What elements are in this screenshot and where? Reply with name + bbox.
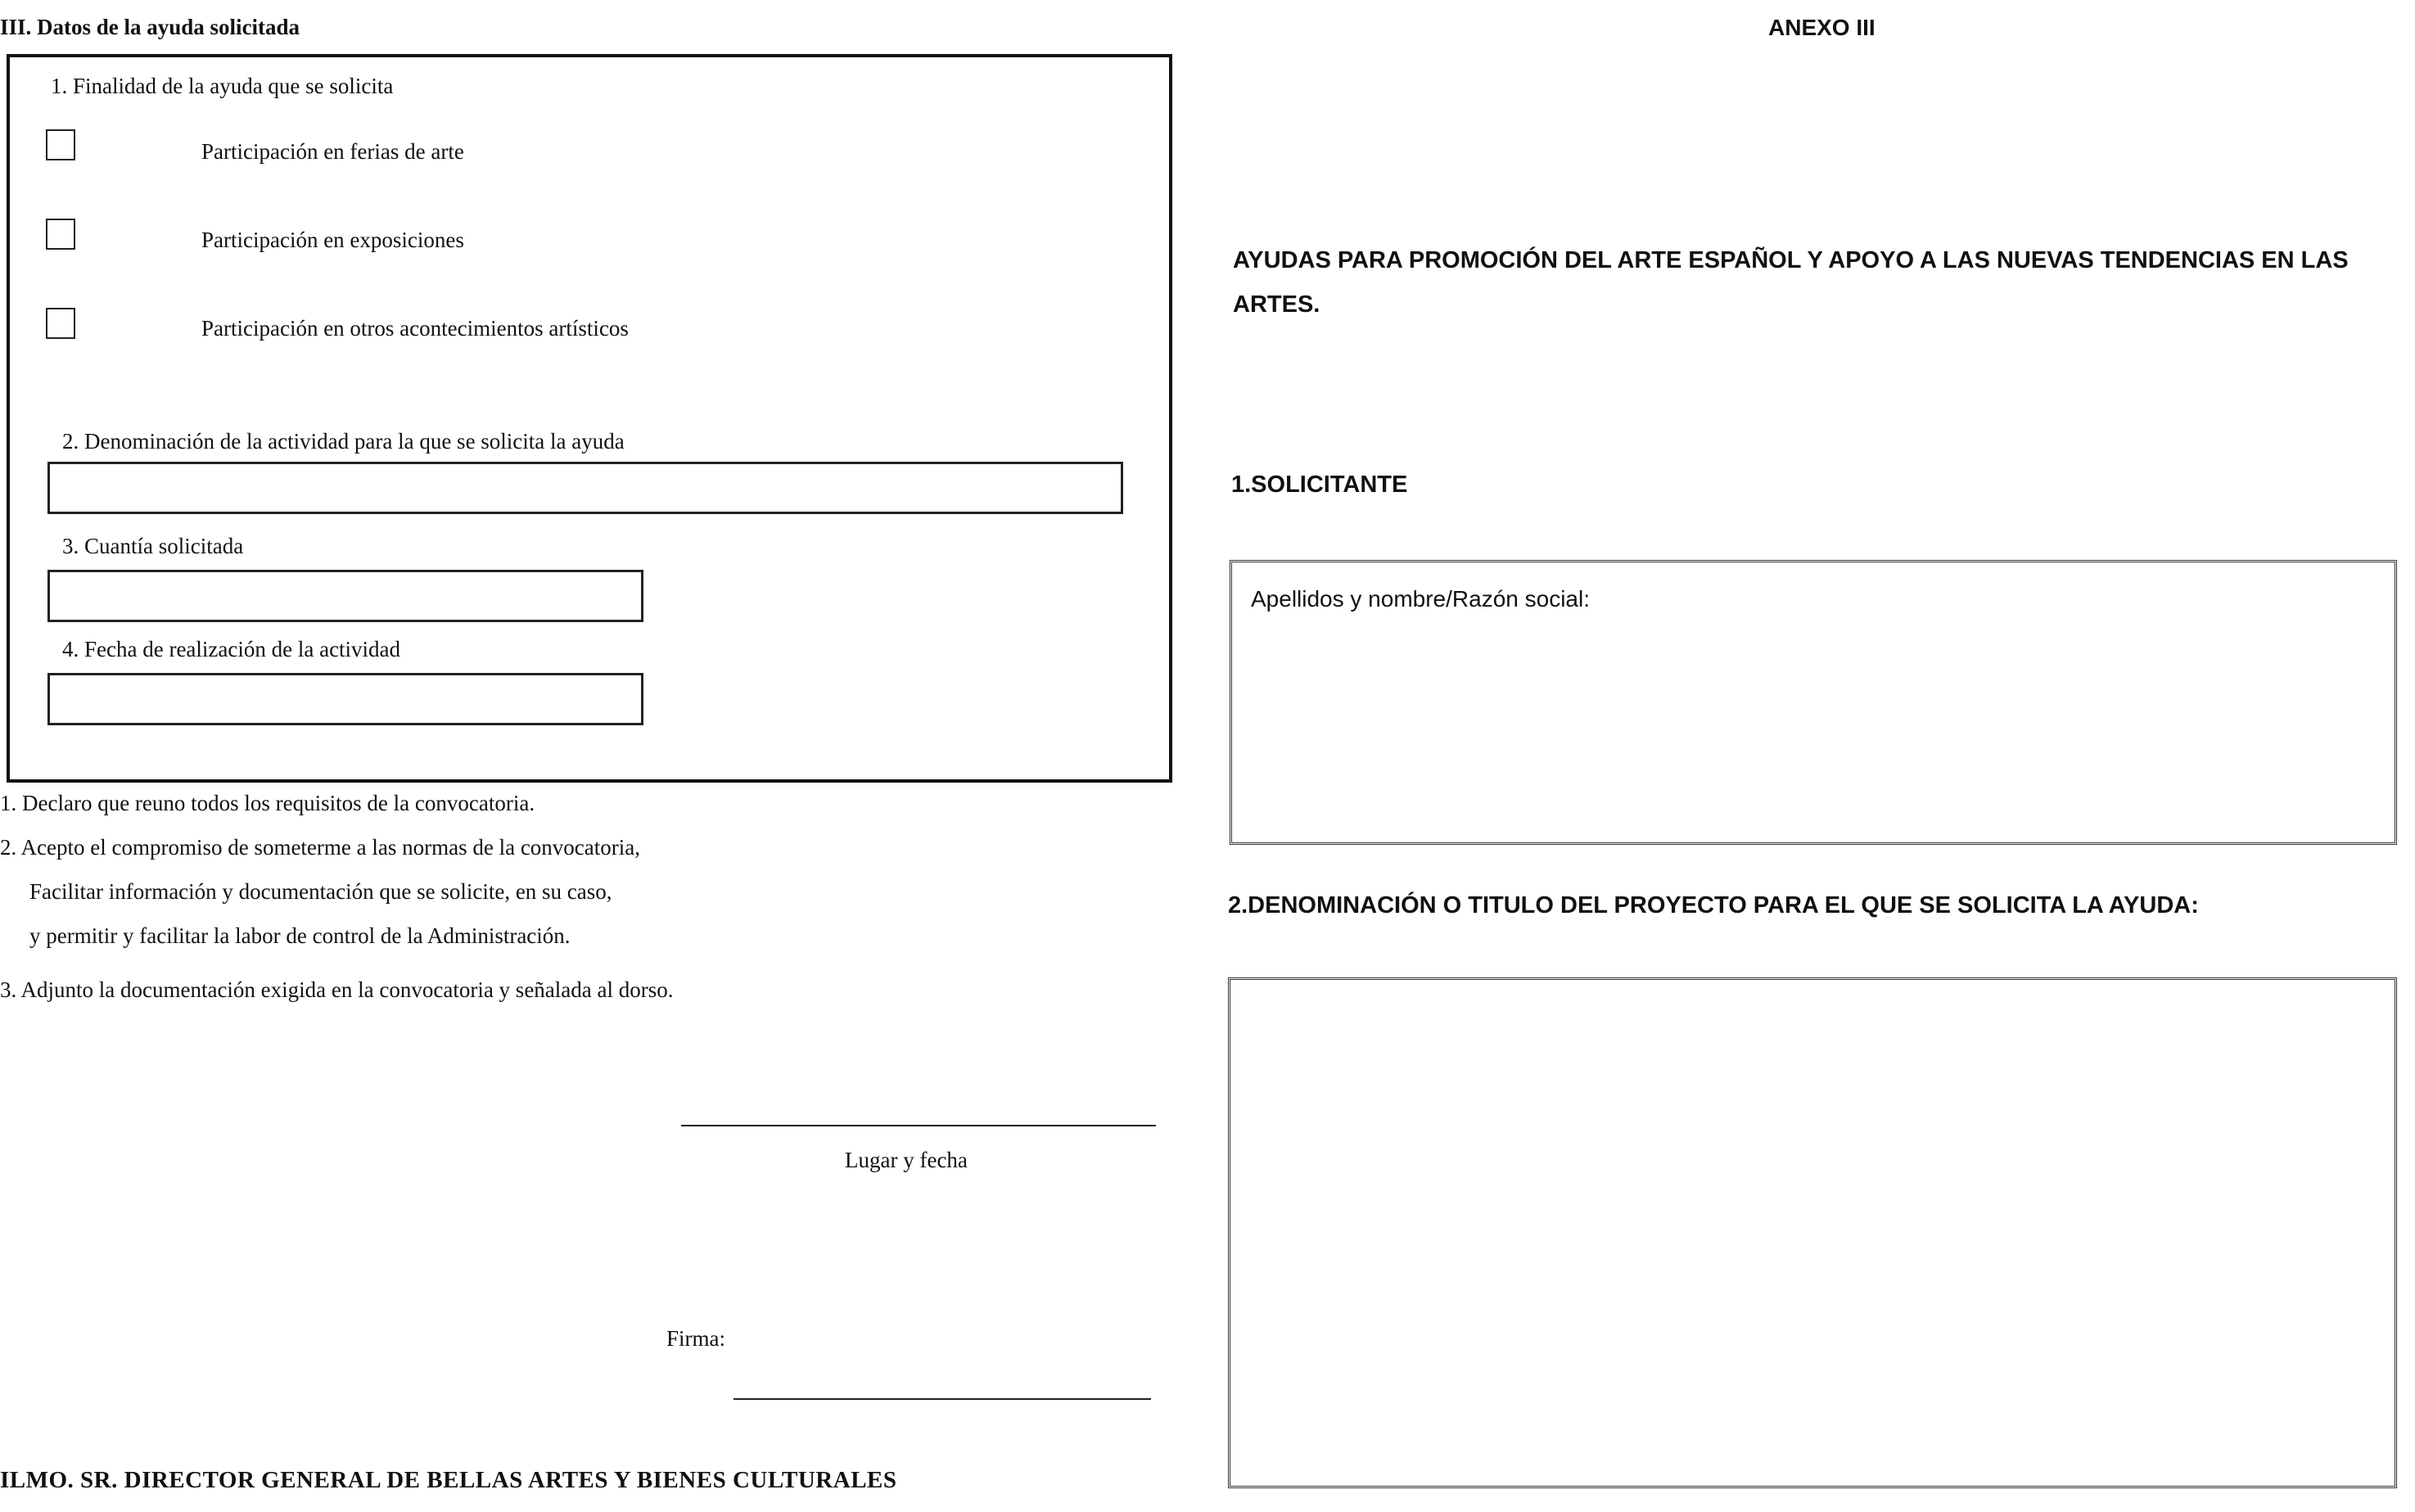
checkbox-exposiciones[interactable] [46, 219, 75, 250]
declaration-3: 3. Adjunto la documentación exigida en la convocatoria y señalada al dorso. [0, 977, 674, 1002]
q1-label: 1. Finalidad de la ayuda que se solicita [51, 74, 394, 98]
applicant-field-label: Apellidos y nombre/Razón social: [1251, 586, 1590, 612]
signature-line[interactable] [734, 1398, 1151, 1400]
section-2-title: 2.DENOMINACIÓN O TITULO DEL PROYECTO PARA EL QUE SE SOLICITA LA AYUDA: [1228, 892, 2199, 918]
section-1-title: 1.SOLICITANTE [1231, 472, 1408, 498]
q2-label: 2. Denominación de la actividad para la que se solicita la ayuda [62, 429, 625, 454]
place-date-label: Lugar y fecha [845, 1148, 968, 1172]
option-otros-label: Participación en otros acontecimientos artísticos [201, 316, 629, 341]
checkbox-ferias[interactable] [46, 129, 75, 160]
option-exposiciones-label: Participación en exposiciones [201, 228, 464, 252]
amount-field[interactable] [47, 570, 643, 622]
section-title: III. Datos de la ayuda solicitada [0, 15, 300, 39]
q3-label: 3. Cuantía solicitada [62, 534, 244, 558]
declaration-2: 2. Acepto el compromiso de someterme a las normas de la convocatoria, [0, 835, 640, 860]
project-title-box[interactable] [1228, 977, 2397, 1488]
program-heading-line1: AYUDAS PARA PROMOCIÓN DEL ARTE ESPAÑOL Y APOYO A LAS NUEVAS TENDENCIAS EN LAS [1233, 247, 2349, 273]
addressee: ILMO. SR. DIRECTOR GENERAL DE BELLAS ARTES Y BIENES CULTURALES [0, 1467, 897, 1493]
declaration-1: 1. Declaro que reuno todos los requisitos de la convocatoria. [0, 791, 535, 815]
activity-name-field[interactable] [47, 462, 1123, 514]
q4-label: 4. Fecha de realización de la actividad [62, 637, 401, 661]
signature-label: Firma: [666, 1326, 725, 1351]
declaration-2c: y permitir y facilitar la labor de control de la Administración. [29, 923, 571, 948]
annex-title: ANEXO III [1768, 15, 1876, 40]
option-ferias-label: Participación en ferias de arte [201, 139, 464, 164]
place-date-line[interactable] [681, 1125, 1156, 1126]
checkbox-otros[interactable] [46, 308, 75, 339]
declaration-2b: Facilitar información y documentación que se solicite, en su caso, [29, 879, 612, 904]
date-field[interactable] [47, 673, 643, 725]
program-heading-line2: ARTES. [1233, 291, 1320, 318]
